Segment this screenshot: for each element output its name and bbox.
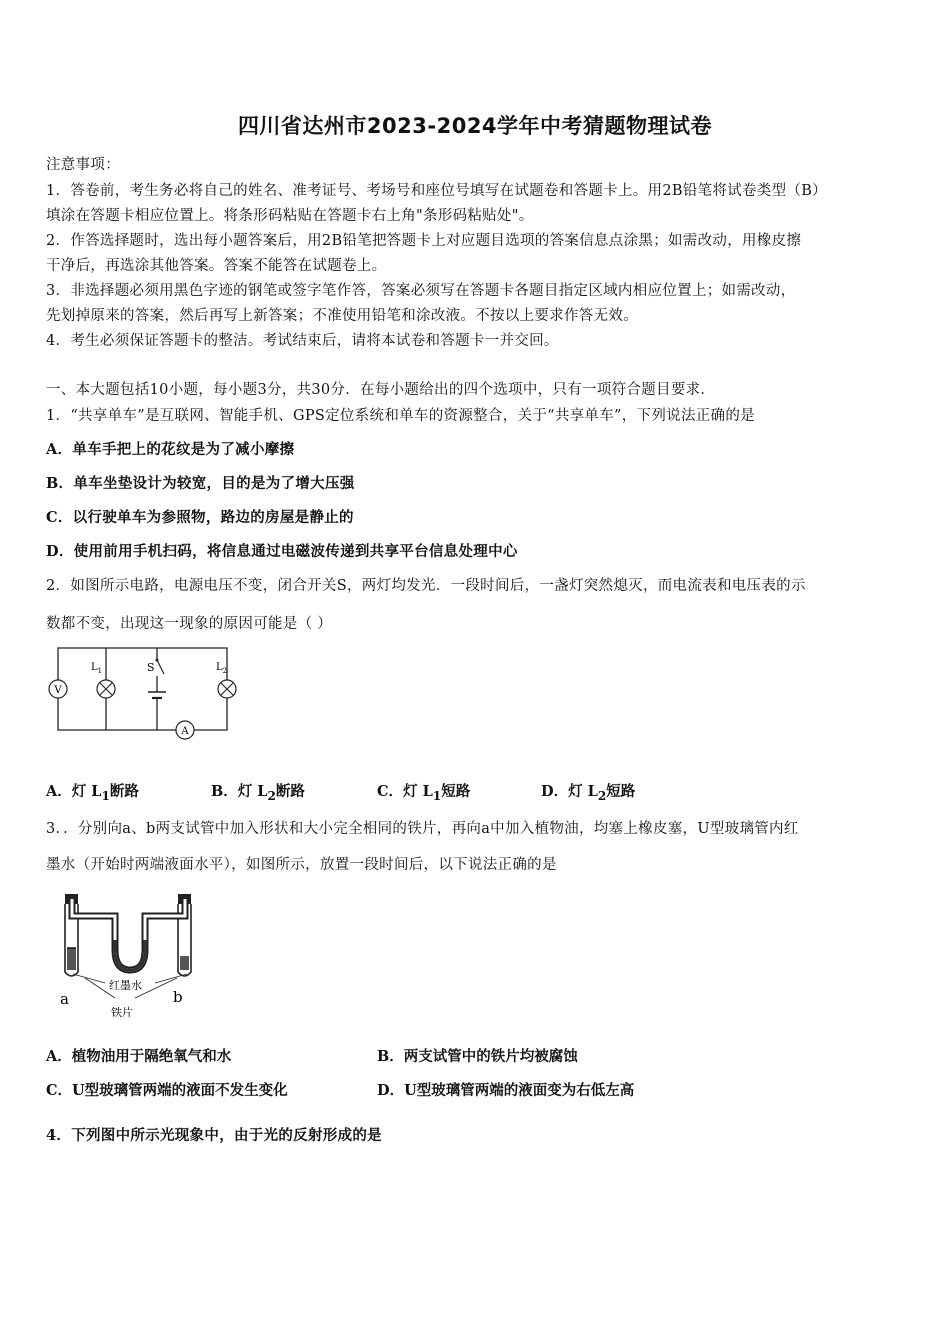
lamp-1-label: $L_1$ (91, 662, 103, 675)
q2-option-c: C．灯 $L_1$短路 (377, 783, 471, 803)
label-b: b (173, 988, 183, 1006)
lamp-2 (216, 662, 236, 698)
notice-line: 干净后，再选涂其他答案。答案不能答在试题卷上。 (46, 258, 387, 274)
q1-option-b: B．单车坐垫设计为较宽，目的是为了增大压强 (46, 475, 355, 492)
switch (147, 659, 164, 677)
notice-line: 填涂在答题卡相应位置上。将条形码粘贴在答题卡右上角"条形码粘贴处"。 (46, 208, 534, 224)
label-iron-sheet: 铁片 (111, 1006, 133, 1019)
q1-option-c: C．以行驶单车为参照物，路边的房屋是静止的 (46, 509, 354, 526)
lamp-1 (91, 662, 115, 698)
ammeter (176, 721, 194, 739)
exam-title: 四川省达州市2023-2024学年中考猜题物理试卷 (237, 114, 713, 138)
battery (147, 692, 167, 698)
q1-option-a: A．单车手把上的花纹是为了减小摩擦 (46, 441, 295, 458)
notice-line: 2．作答选择题时，选出每小题答案后，用2B铅笔把答题卡上对应题目选项的答案信息点涂黑；如需改动，用橡皮擦 (46, 233, 802, 249)
ammeter-label: A (181, 726, 189, 737)
q2-stem-line1: 2．如图所示电路，电源电压不变，闭合开关S，两灯均发光．一段时间后，一盏灯突然熄灭，而电流表和电压表的示 (46, 578, 806, 594)
voltmeter (49, 680, 67, 698)
voltmeter-label: V (54, 685, 62, 696)
u-tube-figure (55, 888, 205, 1030)
q2-option-a: A．灯 $L_1$断路 (46, 783, 139, 803)
q3-stem-line1: 3．．分别向a、b两支试管中加入形状和大小完全相同的铁片，再向a中加入植物油，均塞上橡皮塞，U型玻璃管内红 (46, 821, 799, 837)
q2-option-d: D．灯 $L_2$短路 (541, 783, 636, 803)
label-a: a (60, 990, 69, 1008)
q3-stem-line2: 墨水（开始时两端液面水平），如图所示，放置一段时间后，以下说法正确的是 (46, 857, 557, 873)
notice-heading: 注意事项： (46, 157, 120, 173)
notice-line: 4．考生必须保证答题卡的整洁。考试结束后，请将本试卷和答题卡一并交回。 (46, 333, 559, 349)
q2-option-b: B．灯 $L_2$断路 (211, 783, 305, 803)
u-tube (72, 899, 185, 970)
q3-option-a: A．植物油用于隔绝氧气和水 (46, 1048, 232, 1065)
lamp-2-label: $L_2$ (216, 662, 228, 675)
q3-option-c: C．U型玻璃管两端的液面不发生变化 (46, 1082, 288, 1099)
q3-option-b: B．两支试管中的铁片均被腐蚀 (377, 1048, 578, 1065)
label-red-ink: 红墨水 (109, 979, 142, 992)
notice-line: 3．非选择题必须用黑色字迹的钢笔或签字笔作答，答案必须写在答题卡各题目指定区域内相应位置上；如需改动， (46, 283, 796, 299)
q3-option-d: D．U型玻璃管两端的液面变为右低左高 (377, 1082, 635, 1099)
q2-stem-line2: 数都不变，出现这一现象的原因可能是（ ） (46, 616, 333, 632)
switch-label: S (147, 661, 155, 674)
q1-stem: 1．“共享单车”是互联网、智能手机、GPS定位系统和单车的资源整合，关于“共享单车”，下列说法正确的是 (46, 408, 755, 424)
circuit-diagram (44, 640, 244, 745)
notice-line: 1．答卷前，考生务必将自己的姓名、准考证号、考场号和座位号填写在试题卷和答题卡上。用2B铅笔将试卷类型（B） (46, 183, 827, 199)
section-heading: 一、本大题包括10小题，每小题3分，共30分．在每小题给出的四个选项中，只有一项符合题目要求． (46, 382, 716, 398)
q4-stem: 4．下列图中所示光现象中，由于光的反射形成的是 (46, 1127, 382, 1144)
q1-option-d: D．使用前用手机扫码，将信息通过电磁波传递到共享平台信息处理中心 (46, 543, 518, 560)
notice-line: 先划掉原来的答案，然后再写上新答案；不准使用铅笔和涂改液。不按以上要求作答无效。 (46, 308, 638, 324)
